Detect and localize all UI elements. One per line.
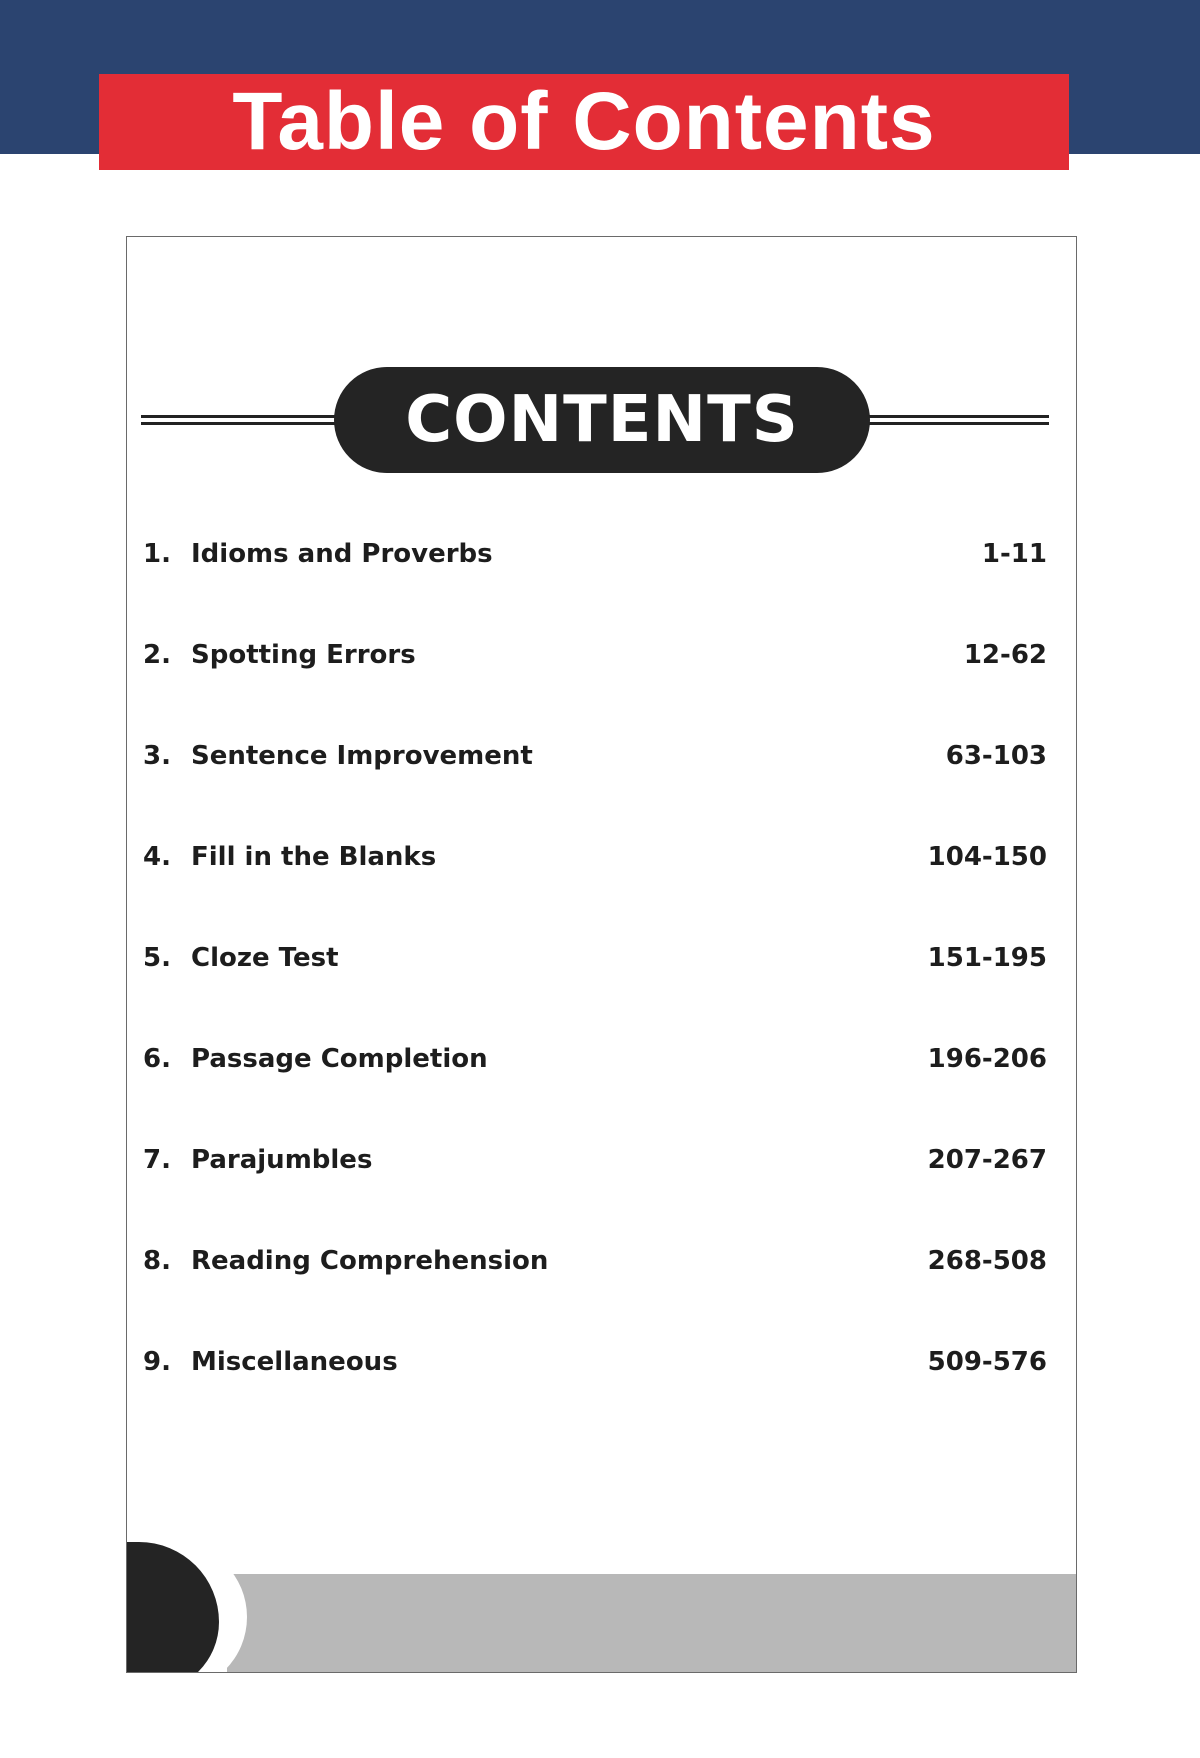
toc-item-pages: 1-11 xyxy=(981,539,1047,569)
toc-item-pages: 207-267 xyxy=(927,1145,1047,1175)
toc-item-number: 7. xyxy=(143,1145,171,1175)
toc-item[interactable] xyxy=(143,741,1047,842)
toc-item-number: 8. xyxy=(143,1246,171,1276)
toc-item-number: 5. xyxy=(143,943,171,973)
toc-item-title: Spotting Errors xyxy=(191,640,416,670)
toc-item-title: Cloze Test xyxy=(191,943,339,973)
title-banner xyxy=(99,74,1069,170)
toc-item-number: 4. xyxy=(143,842,171,872)
toc-item-pages: 104-150 xyxy=(927,842,1047,872)
toc-item[interactable] xyxy=(143,1145,1047,1246)
toc-item-pages: 63-103 xyxy=(945,741,1047,771)
toc-item[interactable] xyxy=(143,943,1047,1044)
toc-item[interactable] xyxy=(143,1044,1047,1145)
toc-list xyxy=(143,539,1047,1448)
toc-item-number: 9. xyxy=(143,1347,171,1377)
toc-item-title: Reading Comprehension xyxy=(191,1246,549,1276)
page-title: Table of Contents xyxy=(232,76,936,167)
contents-heading-pill xyxy=(334,367,870,473)
toc-item[interactable] xyxy=(143,1347,1047,1448)
toc-item[interactable] xyxy=(143,842,1047,943)
toc-item-title: Miscellaneous xyxy=(191,1347,398,1377)
heading-rule-left xyxy=(141,415,361,425)
toc-item-pages: 12-62 xyxy=(963,640,1047,670)
toc-item-pages: 151-195 xyxy=(927,943,1047,973)
contents-frame xyxy=(126,236,1077,1673)
toc-item-pages: 509-576 xyxy=(927,1347,1047,1377)
contents-heading-row xyxy=(127,367,1076,473)
toc-item-pages: 268-508 xyxy=(927,1246,1047,1276)
toc-item[interactable] xyxy=(143,640,1047,741)
toc-item-number: 2. xyxy=(143,640,171,670)
toc-item-number: 1. xyxy=(143,539,171,569)
toc-item-number: 3. xyxy=(143,741,171,771)
toc-item-title: Parajumbles xyxy=(191,1145,373,1175)
toc-item-title: Fill in the Blanks xyxy=(191,842,437,872)
toc-item-title: Idioms and Proverbs xyxy=(191,539,493,569)
toc-item[interactable] xyxy=(143,539,1047,640)
footer-gray-band xyxy=(227,1574,1077,1672)
toc-item-title: Passage Completion xyxy=(191,1044,488,1074)
toc-item-title: Sentence Improvement xyxy=(191,741,533,771)
toc-item-pages: 196-206 xyxy=(927,1044,1047,1074)
toc-item-number: 6. xyxy=(143,1044,171,1074)
contents-heading: CONTENTS xyxy=(405,383,799,457)
toc-item[interactable] xyxy=(143,1246,1047,1347)
